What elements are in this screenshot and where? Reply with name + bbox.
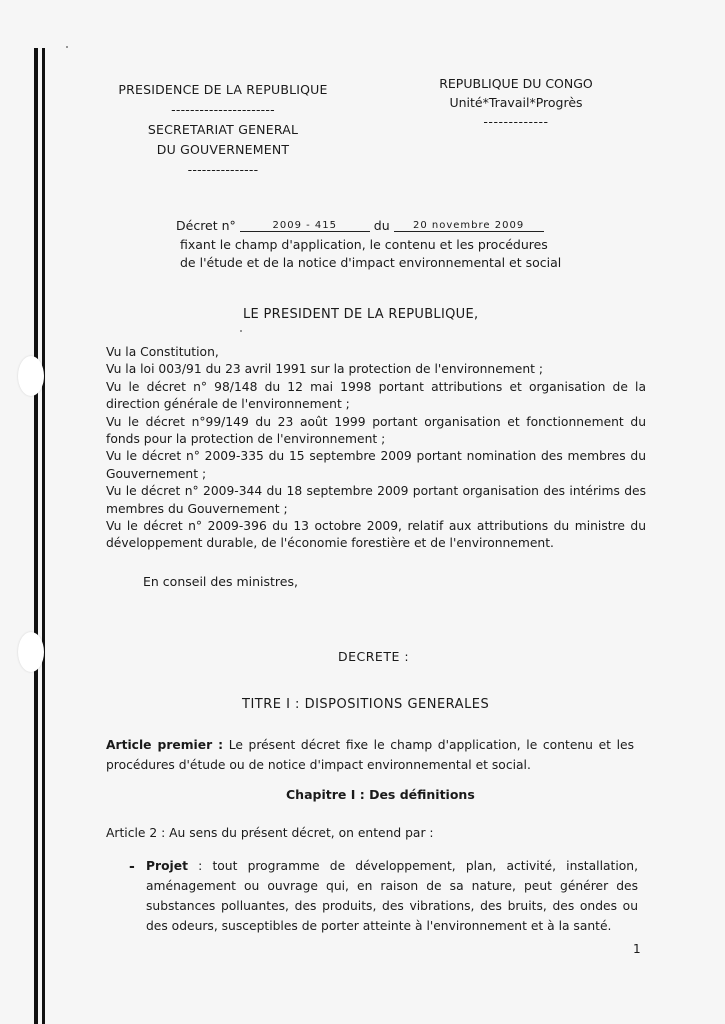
punch-hole: [18, 356, 44, 396]
decret-title-line: de l'étude et de la notice d'impact environnemental et social: [180, 255, 562, 270]
visas-list: [106, 344, 646, 553]
punch-hole: [18, 632, 44, 672]
decret-number: 2009 - 415: [240, 220, 370, 232]
visa-item: Vu le décret n° 2009-396 du 13 octobre 2009, relatif aux attributions du ministre du développement durable, de l'économie forestière et de l'environnement.: [106, 519, 646, 551]
header-right: [416, 74, 616, 131]
separator: ----------------------: [171, 102, 275, 117]
scan-speck: [240, 330, 242, 332]
definition-term: Projet: [146, 859, 188, 873]
binding-bar: [34, 48, 38, 1024]
decret-label: Décret n°: [176, 218, 236, 233]
visa-item: Vu le décret n° 98/148 du 12 mai 1998 portant attributions et organisation de la direction générale de l'environnement ;: [106, 379, 646, 412]
conseil-line: En conseil des ministres,: [143, 574, 298, 589]
article-premier: [106, 735, 634, 775]
titre-heading: TITRE I : DISPOSITIONS GENERALES: [242, 697, 490, 712]
article-text: Le présent décret fixe le champ d'application, le contenu et les procédures d'étude ou de notice d'impact environnemental et social.: [106, 738, 634, 772]
decret-date: 20 novembre 2009: [394, 220, 544, 232]
presidence-title: PRESIDENCE DE LA REPUBLIQUE: [118, 82, 328, 97]
visa-item: Vu le décret n° 2009-344 du 18 septembre 2009 portant organisation des intérims des membres du Gouvernement ;: [106, 484, 646, 516]
separator: ---------------: [187, 162, 259, 177]
decret-du: du: [373, 218, 390, 233]
article-label: Article premier :: [106, 738, 224, 752]
chapitre-heading: Chapitre I : Des définitions: [286, 787, 475, 802]
scan-speck: [66, 46, 68, 48]
definition-projet: [146, 856, 638, 936]
secretariat-title: SECRETARIAT GENERAL: [147, 122, 299, 137]
page-number: 1: [633, 942, 641, 956]
motto: Unité*Travail*Progrès: [449, 95, 583, 110]
separator: -------------: [483, 114, 549, 129]
decret-title: [180, 236, 561, 272]
definition-text: : tout programme de développement, plan, activité, installation, aménagement ou ouvrage qui, en raison de sa nature, peut générer des substances polluantes, des produits, des vibrations, des bruits, des ondes ou des odeurs, susceptibles de porter atteinte à l'environnement et à la santé.: [146, 859, 638, 933]
bullet: -: [129, 859, 135, 875]
republique-title: REPUBLIQUE DU CONGO: [439, 76, 593, 91]
decret-heading: [176, 218, 544, 233]
visa-item: Vu la loi 003/91 du 23 avril 1991 sur la protection de l'environnement ;: [106, 362, 544, 377]
president-heading: LE PRESIDENT DE LA REPUBLIQUE,: [243, 307, 479, 322]
header-left: [108, 80, 338, 180]
decrete-heading: DECRETE :: [338, 649, 410, 664]
visa-item: Vu le décret n°99/149 du 23 août 1999 portant organisation et fonctionnement du fonds pour la protection de l'environnement ;: [106, 414, 646, 447]
gouvernement-title: DU GOUVERNEMENT: [156, 142, 290, 157]
article-2: Article 2 : Au sens du présent décret, on entend par :: [106, 826, 434, 840]
visa-item: Vu la Constitution,: [106, 345, 219, 359]
binding-bar: [42, 48, 45, 1024]
decret-title-line: fixant le champ d'application, le contenu et les procédures: [180, 237, 548, 252]
visa-item: Vu le décret n° 2009-335 du 15 septembre 2009 portant nomination des membres du Gouvernement ;: [106, 449, 646, 481]
